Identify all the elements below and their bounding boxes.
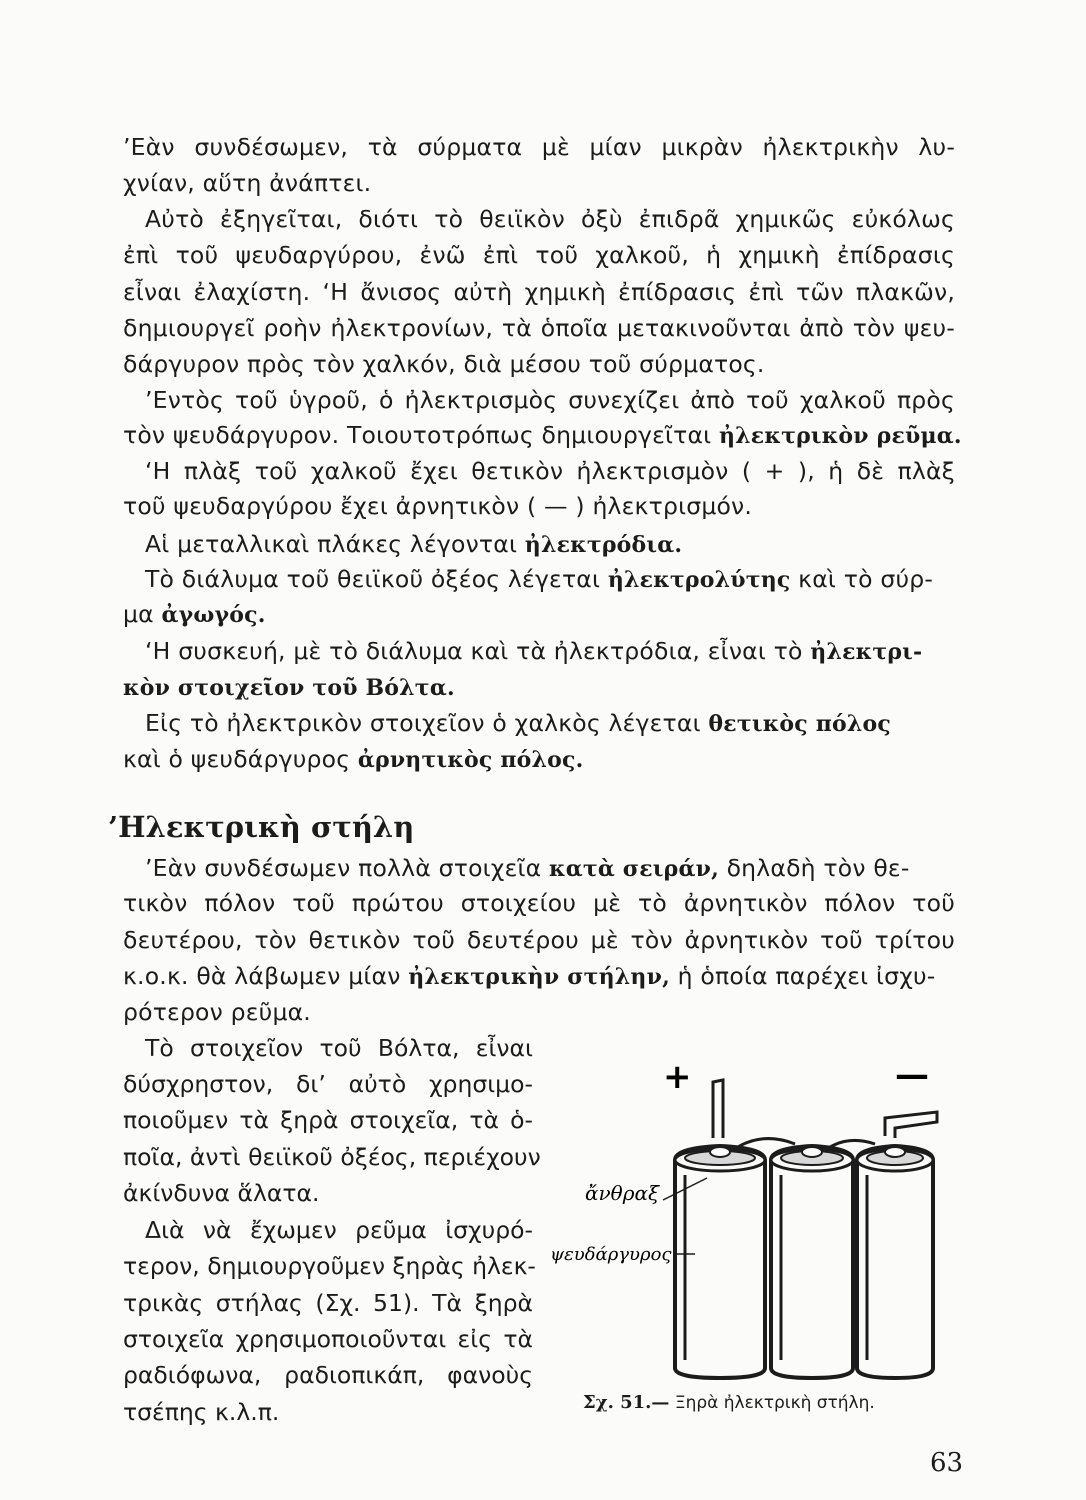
dry-battery-figure: [545, 1060, 965, 1390]
carbon-label: ἄνθραξ: [585, 1181, 659, 1205]
zinc-label: ψευδάργυρος: [550, 1244, 672, 1265]
text-span: ἡ ὁποία παρέχει ἰσχυ-: [669, 962, 936, 990]
text-span: τὸν ψευδάργυρον. Τοιουτοτρόπως δημιουργεῖται: [123, 421, 719, 449]
text-line: τρικὰς στήλας (Σχ. 51). Τὰ ξηρὰ: [123, 1289, 533, 1317]
text-line: ποῖα, ἀντὶ θειϊκοῦ ὀξέος, περιέχουν: [123, 1143, 541, 1171]
caption-text: Ξηρὰ ἠλεκτρικὴ στήλη.: [669, 1393, 875, 1413]
text-line: στοιχεῖα χρησιμοποιοῦνται εἰς τὰ: [123, 1325, 533, 1353]
text-line: [123, 670, 955, 705]
text-line: [123, 959, 955, 994]
figure-caption: [583, 1392, 875, 1413]
text-line: [123, 418, 962, 453]
plus-sign: +: [663, 1060, 692, 1097]
text-span: ’Εὰν συνδέσωμεν πολλὰ στοιχεῖα: [145, 854, 549, 882]
text-line: [145, 851, 955, 886]
text-line: ἐπὶ τοῦ ψευδαργύρου, ἐνῶ ἐπὶ τοῦ χαλκοῦ, ἡ χημικὴ ἐπίδρασις: [123, 241, 955, 269]
text-line: τσέπης κ.λ.π.: [123, 1398, 280, 1426]
text-line: [145, 527, 955, 562]
text-line: ‘Η πλὰξ τοῦ χαλκοῦ ἔχει θετικὸν ἠλεκτρισμὸν ( + ), ἡ δὲ πλὰξ: [145, 457, 955, 485]
text-line: ραδιόφωνα, ραδιοπικάπ, φανοὺς: [123, 1361, 533, 1389]
text-line: δάργυρον πρὸς τὸν χαλκόν, διὰ μέσου τοῦ σύρματος.: [123, 350, 765, 378]
text-span: καὶ τὸ σύρ-: [790, 565, 934, 593]
text-span: καὶ ὁ ψευδάργυρος: [123, 745, 358, 773]
text-line: [145, 706, 955, 741]
text-line: δημιουργεῖ ροὴν ἠλεκτρονίων, τὰ ὁποῖα μετακινοῦνται ἀπὸ τὸν ψευ-: [123, 314, 955, 342]
battery-cell: [675, 1146, 765, 1378]
text-line: [123, 742, 955, 777]
bold-term: ἠλεκτρικὴν στήλην,: [408, 964, 670, 990]
text-line: ἀκίνδυνα ἅλατα.: [123, 1179, 320, 1207]
bold-term: ἀγωγός.: [161, 602, 266, 628]
bold-term: ἀρνητικὸς πόλος.: [357, 747, 584, 773]
text-span: δηλαδὴ τὸν θε-: [718, 854, 910, 882]
text-span: κ.ο.κ. θὰ λάβωμεν μίαν: [123, 962, 409, 990]
bold-term: θετικὸς πόλος: [708, 711, 892, 737]
bold-term: ἠλεκτρικὸν ρεῦμα.: [718, 423, 962, 449]
text-line: τερον, δημιουργοῦμεν ξηρὰς ἠλεκ-: [123, 1252, 536, 1280]
text-line: Διὰ νὰ ἔχωμεν ρεῦμα ἰσχυρό-: [145, 1216, 533, 1244]
bold-term: κὸν στοιχεῖον τοῦ Βόλτα.: [123, 675, 455, 701]
battery-cell: [771, 1146, 853, 1378]
minus-sign: —: [895, 1060, 929, 1095]
text-line: Αὐτὸ ἐξηγεῖται, διότι τὸ θειϊκὸν ὀξὺ ἐπιδρᾶ χημικῶς εὐκόλως: [145, 205, 955, 233]
bold-term: ἠλεκτρόδια.: [524, 532, 683, 558]
text-span: ‘Η συσκευή, μὲ τὸ διάλυμα καὶ τὰ ἠλεκτρόδια, εἶναι τὸ: [145, 637, 811, 665]
text-line: τικὸν πόλον τοῦ πρώτου στοιχείου μὲ τὸ ἀρνητικὸν πόλον τοῦ: [123, 889, 955, 917]
text-line: εἶναι ἐλαχίστη. ‘Η ἄνισος αὐτὴ χημικὴ ἐπίδρασις ἐπὶ τῶν πλακῶν,: [123, 278, 955, 306]
text-line: χνίαν, αὕτη ἀνάπτει.: [123, 169, 372, 197]
text-line: Τὸ στοιχεῖον τοῦ Βόλτα, εἶναι: [145, 1034, 533, 1062]
text-line: [123, 597, 955, 632]
battery-cell: [857, 1146, 933, 1378]
text-line: [145, 562, 955, 597]
text-line: δύσχρηστον, δι’ αὐτὸ χρησιμο-: [123, 1070, 533, 1098]
text-line: ποιοῦμεν τὰ ξηρὰ στοιχεῖα, τὰ ὁ-: [123, 1106, 533, 1134]
bold-term: κατὰ σειράν,: [549, 856, 719, 882]
figure-number: Σχ. 51.—: [583, 1392, 670, 1413]
text-line: [145, 634, 955, 669]
text-span: Αἱ μεταλλικαὶ πλάκες λέγονται: [145, 530, 525, 558]
bold-term: ἠλεκτρολύτης: [607, 567, 791, 593]
page-number: 63: [930, 1448, 964, 1478]
text-span: Τὸ διάλυμα τοῦ θειϊκοῦ ὀξέος λέγεται: [145, 565, 608, 593]
text-line: ’Εντὸς τοῦ ὑγροῦ, ὁ ἠλεκτρισμὸς συνεχίζει ἀπὸ τοῦ χαλκοῦ πρὸς: [145, 386, 955, 414]
text-span: Εἰς τὸ ἠλεκτρικὸν στοιχεῖον ὁ χαλκὸς λέγεται: [145, 709, 709, 737]
text-span: μα: [123, 600, 162, 628]
bold-term: ἠλεκτρι-: [810, 639, 923, 665]
text-line: ρότερον ρεῦμα.: [123, 998, 311, 1026]
text-line: τοῦ ψευδαργύρου ἔχει ἀρνητικὸν ( — ) ἠλεκτρισμόν.: [123, 492, 753, 520]
section-heading: ’Ηλεκτρικὴ στήλη: [108, 810, 415, 844]
text-line: δευτέρου, τὸν θετικὸν τοῦ δευτέρου μὲ τὸν ἀρνητικὸν τοῦ τρίτου: [123, 926, 955, 954]
text-line: ’Εὰν συνδέσωμεν, τὰ σύρματα μὲ μίαν μικρὰν ἠλεκτρικὴν λυ-: [123, 133, 955, 161]
